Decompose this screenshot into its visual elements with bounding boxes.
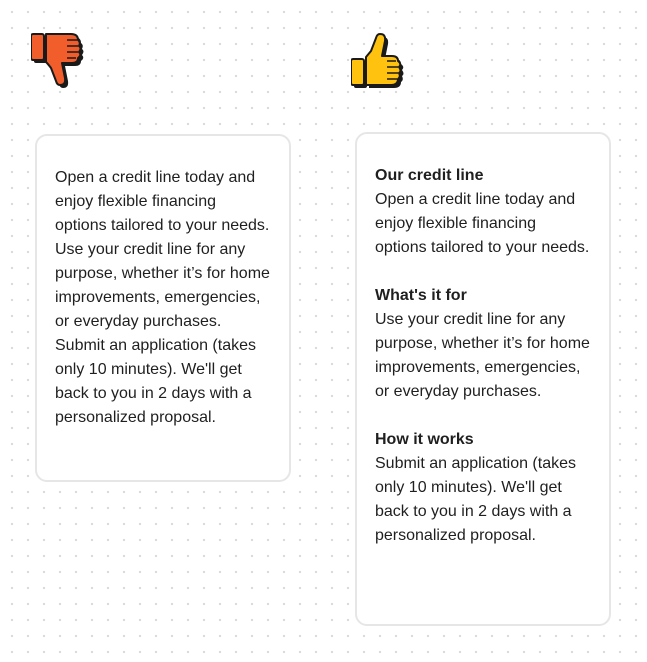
- section-how-it-works: [375, 428, 591, 548]
- bad-example-text: Open a credit line today and enjoy flexible financing options tailored to your needs. Use your credit line for any purpose, whether it’s for home improvements, emergencies, or everyday purchases. Submit an application (takes only 10 minutes). We'll get back to you in 2 days with a personalized proposal.: [55, 169, 270, 426]
- section-whats-it-for: [375, 284, 591, 404]
- section-heading: Our credit line: [375, 167, 484, 184]
- section-heading: How it works: [375, 431, 474, 448]
- section-body: Open a credit line today and enjoy flexible financing options tailored to your needs.: [375, 191, 590, 256]
- section-body: Use your credit line for any purpose, whether it’s for home improvements, emergencies, or everyday purchases.: [375, 311, 590, 400]
- bad-example-card: [35, 134, 291, 482]
- section-our-credit-line: [375, 164, 591, 260]
- thumbs-down-icon: [31, 32, 87, 94]
- thumbs-up-icon: [351, 32, 407, 94]
- section-heading: What's it for: [375, 287, 467, 304]
- good-example-card: [355, 132, 611, 626]
- section-body: Submit an application (takes only 10 minutes). We'll get back to you in 2 days with a personalized proposal.: [375, 455, 576, 544]
